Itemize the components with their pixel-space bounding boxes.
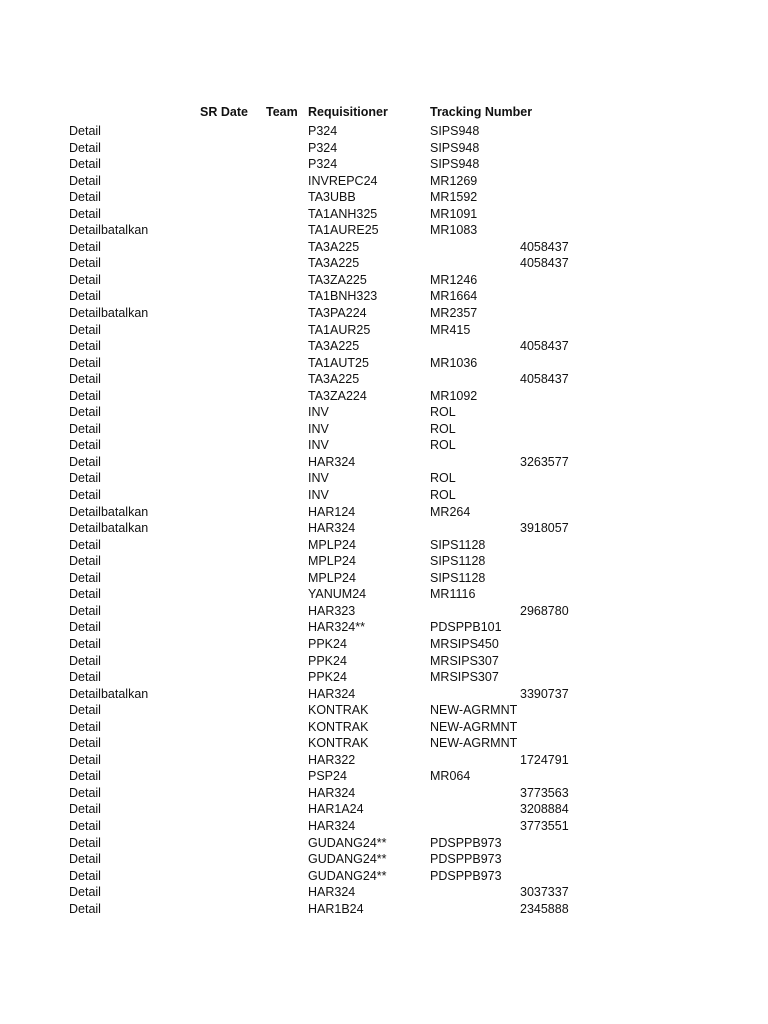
requisitioner-cell: HAR1A24 [308,802,364,817]
requisitioner-cell: HAR324** [308,620,365,635]
number-cell: 3390737 [520,686,569,701]
table-row [0,653,768,670]
requisitioner-cell: HAR124 [308,504,356,519]
table-row [0,371,768,388]
requisitioner-cell: P324 [308,157,338,172]
requisitioner-cell: YANUM24 [308,587,367,602]
tracking-number-cell: MR415 [430,322,471,337]
tracking-number-cell: MRSIPS307 [430,653,499,668]
detail-cell: Detail [69,405,101,420]
requisitioner-cell: HAR322 [308,752,356,767]
table-row [0,156,768,173]
tracking-number-cell: ROL [430,421,456,436]
table-row [0,868,768,885]
requisitioner-cell: PPK24 [308,653,347,668]
requisitioner-cell: TA1AUT25 [308,355,369,370]
tracking-number-cell: MR1592 [430,190,478,205]
number-cell: 4058437 [520,239,569,254]
tracking-number-cell: MR1269 [430,173,478,188]
requisitioner-cell: TA1AURE25 [308,223,379,238]
requisitioner-cell: INVREPC24 [308,173,378,188]
table-row [0,835,768,852]
header-tracking-number: Tracking Number [430,105,533,119]
requisitioner-cell: KONTRAK [308,736,369,751]
table-row [0,222,768,239]
requisitioner-cell: PPK24 [308,636,347,651]
requisitioner-cell: P324 [308,124,338,138]
table-row [0,603,768,620]
detail-cell: Detail [69,802,101,817]
detail-cell: Detail [69,157,101,172]
table-row [0,553,768,570]
table-row [0,355,768,372]
table-row [0,487,768,504]
requisitioner-cell: INV [308,421,329,436]
table-row [0,884,768,901]
tracking-number-cell: ROL [430,488,456,503]
table-row [0,189,768,206]
requisitioner-cell: HAR323 [308,603,356,618]
tracking-number-cell: SIPS948 [430,140,480,155]
tracking-number-cell: SIPS948 [430,157,480,172]
detail-cell: Detail [69,124,101,138]
table-row [0,421,768,438]
detail-cell: Detailbatalkan [69,306,149,321]
detail-cell: Detail [69,901,101,916]
requisitioner-cell: TA3ZA224 [308,388,367,403]
header-row [0,105,768,123]
table-row [0,768,768,785]
table-row [0,669,768,686]
table-row [0,388,768,405]
table-row [0,686,768,703]
detail-cell: Detail [69,835,101,850]
tracking-number-cell: MRSIPS307 [430,670,499,685]
tracking-number-cell: MR1116 [430,587,476,602]
detail-cell: Detail [69,454,101,469]
number-cell: 2968780 [520,603,569,618]
number-cell: 1724791 [520,752,569,767]
tracking-number-cell: MR264 [430,504,471,519]
requisitioner-cell: PPK24 [308,670,347,685]
spreadsheet-table [0,105,768,917]
number-cell: 3208884 [520,802,569,817]
detail-cell: Detail [69,140,101,155]
detail-cell: Detail [69,587,101,602]
detail-cell: Detail [69,868,101,883]
detail-cell: Detailbatalkan [69,223,149,238]
tracking-number-cell: ROL [430,405,456,420]
number-cell: 4058437 [520,256,569,271]
detail-cell: Detail [69,636,101,651]
detail-cell: Detail [69,752,101,767]
table-row [0,123,768,140]
table-row [0,537,768,554]
table-row [0,206,768,223]
tracking-number-cell: NEW-AGRMNT [430,736,518,751]
detail-cell: Detail [69,736,101,751]
table-row [0,520,768,537]
detail-cell: Detail [69,355,101,370]
detail-cell: Detail [69,769,101,784]
detail-cell: Detail [69,719,101,734]
detail-cell: Detail [69,885,101,900]
detail-cell: Detailbatalkan [69,521,149,536]
detail-cell: Detail [69,421,101,436]
header-team: Team [266,105,298,119]
detail-cell: Detail [69,289,101,304]
number-cell: 4058437 [520,372,569,387]
tracking-number-cell: SIPS1128 [430,554,486,569]
requisitioner-cell: HAR324 [308,885,356,900]
detail-cell: Detail [69,272,101,287]
table-row [0,239,768,256]
number-cell: 3773551 [520,818,569,833]
tracking-number-cell: MR064 [430,769,471,784]
number-cell: 3918057 [520,521,569,536]
number-cell: 3037337 [520,885,569,900]
requisitioner-cell: TA3A225 [308,239,360,254]
requisitioner-cell: MPLP24 [308,537,356,552]
tracking-number-cell: MR1083 [430,223,478,238]
detail-cell: Detail [69,653,101,668]
requisitioner-cell: TA1BNH323 [308,289,378,304]
number-cell: 2345888 [520,901,569,916]
tracking-number-cell: NEW-AGRMNT [430,703,518,718]
table-row [0,901,768,918]
requisitioner-cell: TA3A225 [308,372,360,387]
detail-cell: Detail [69,554,101,569]
requisitioner-cell: HAR324 [308,521,356,536]
requisitioner-cell: INV [308,488,329,503]
requisitioner-cell: HAR324 [308,785,356,800]
table-row [0,570,768,587]
tracking-number-cell: PDSPPB973 [430,835,502,850]
detail-cell: Detail [69,190,101,205]
requisitioner-cell: INV [308,438,329,453]
table-row [0,140,768,157]
detail-cell: Detail [69,239,101,254]
tracking-number-cell: SIPS1128 [430,570,486,585]
table-row [0,470,768,487]
requisitioner-cell: TA3PA224 [308,306,367,321]
tracking-number-cell: MR1092 [430,388,478,403]
header-requisitioner: Requisitioner [308,105,388,119]
table-row [0,338,768,355]
detail-cell: Detail [69,488,101,503]
tracking-number-cell: ROL [430,471,456,486]
detail-cell: Detail [69,670,101,685]
table-row [0,173,768,190]
requisitioner-cell: TA3ZA225 [308,272,367,287]
table-body [0,123,768,917]
tracking-number-cell: NEW-AGRMNT [430,719,518,734]
table-row [0,322,768,339]
table-row [0,818,768,835]
detail-cell: Detail [69,322,101,337]
table-row [0,586,768,603]
table-row [0,702,768,719]
number-cell: 4058437 [520,339,569,354]
number-cell: 3263577 [520,454,569,469]
table-row [0,801,768,818]
detail-cell: Detail [69,173,101,188]
detail-cell: Detail [69,388,101,403]
table-row [0,272,768,289]
tracking-number-cell: MR2357 [430,306,478,321]
requisitioner-cell: TA3A225 [308,256,360,271]
table-row [0,454,768,471]
table-row [0,437,768,454]
requisitioner-cell: P324 [308,140,338,155]
table-row [0,636,768,653]
requisitioner-cell: GUDANG24** [308,852,387,867]
detail-cell: Detail [69,703,101,718]
table-row [0,404,768,421]
tracking-number-cell: ROL [430,438,456,453]
detail-cell: Detail [69,372,101,387]
detail-cell: Detail [69,570,101,585]
detail-cell: Detail [69,603,101,618]
requisitioner-cell: GUDANG24** [308,835,387,850]
table-row [0,785,768,802]
detail-cell: Detail [69,818,101,833]
requisitioner-cell: MPLP24 [308,570,356,585]
tracking-number-cell: PDSPPB101 [430,620,502,635]
tracking-number-cell: PDSPPB973 [430,868,502,883]
table-row [0,752,768,769]
requisitioner-cell: HAR1B24 [308,901,364,916]
detail-cell: Detail [69,206,101,221]
requisitioner-cell: INV [308,405,329,420]
detail-cell: Detail [69,852,101,867]
requisitioner-cell: TA3A225 [308,339,360,354]
table-row [0,255,768,272]
requisitioner-cell: TA1ANH325 [308,206,378,221]
tracking-number-cell: MRSIPS450 [430,636,499,651]
requisitioner-cell: HAR324 [308,454,356,469]
requisitioner-cell: MPLP24 [308,554,356,569]
table-row [0,504,768,521]
requisitioner-cell: TA3UBB [308,190,356,205]
tracking-number-cell: MR1036 [430,355,478,370]
requisitioner-cell: TA1AUR25 [308,322,371,337]
table-row [0,619,768,636]
tracking-number-cell: MR1091 [430,206,478,221]
table-row [0,735,768,752]
detail-cell: Detailbatalkan [69,504,149,519]
tracking-number-cell: SIPS1128 [430,537,486,552]
requisitioner-cell: KONTRAK [308,703,369,718]
table-row [0,719,768,736]
detail-cell: Detail [69,471,101,486]
requisitioner-cell: GUDANG24** [308,868,387,883]
detail-cell: Detailbatalkan [69,686,149,701]
detail-cell: Detail [69,620,101,635]
detail-cell: Detail [69,256,101,271]
requisitioner-cell: INV [308,471,329,486]
detail-cell: Detail [69,339,101,354]
table-row [0,288,768,305]
tracking-number-cell: SIPS948 [430,124,480,138]
requisitioner-cell: KONTRAK [308,719,369,734]
detail-cell: Detail [69,537,101,552]
tracking-number-cell: PDSPPB973 [430,852,502,867]
tracking-number-cell: MR1246 [430,272,478,287]
detail-cell: Detail [69,438,101,453]
header-sr-date: SR Date [200,105,248,119]
table-row [0,851,768,868]
table-row [0,305,768,322]
tracking-number-cell: MR1664 [430,289,478,304]
requisitioner-cell: HAR324 [308,686,356,701]
detail-cell: Detail [69,785,101,800]
requisitioner-cell: PSP24 [308,769,347,784]
number-cell: 3773563 [520,785,569,800]
requisitioner-cell: HAR324 [308,818,356,833]
